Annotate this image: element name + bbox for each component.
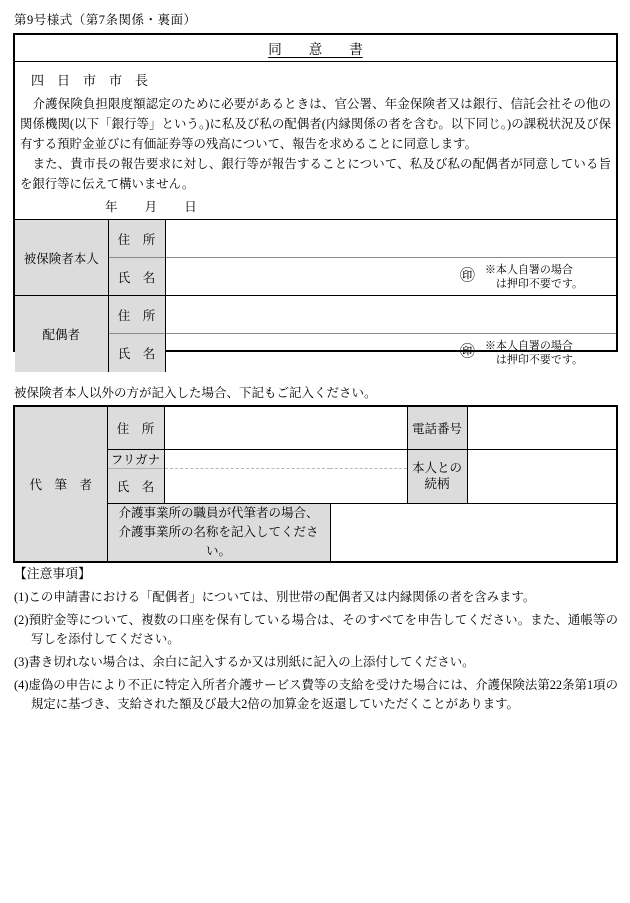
proxy-phone-field	[467, 406, 617, 449]
office-note-line2: 介護事業所の名称を記入してください。	[118, 524, 319, 558]
proxy-relation-label-line2: 続柄	[424, 477, 450, 491]
date-year-label: 年	[105, 200, 118, 214]
consent-text	[20, 94, 611, 194]
stamp-note-line1: ※本人自署の場合	[484, 339, 573, 352]
proxy-relation-label-line1: 本人との	[411, 461, 462, 475]
note-item-1: (1)この申請書における「配偶者」については、別世帯の配偶者又は内縁関係の者を含みます。	[14, 590, 536, 604]
consent-box	[13, 33, 618, 366]
proxy-phone-label: 電話番号	[407, 406, 467, 449]
signature-table	[15, 219, 616, 372]
insured-name-label: 氏 名	[108, 258, 165, 296]
table-row	[14, 406, 617, 449]
spouse-name-label: 氏 名	[108, 334, 165, 372]
stamp-note	[485, 339, 583, 367]
table-row	[15, 296, 616, 334]
proxy-address-field	[164, 406, 407, 449]
spouse-address-label: 住 所	[108, 296, 165, 334]
date-month-label: 月	[144, 200, 158, 214]
proxy-name-label: 氏 名	[107, 468, 164, 503]
office-note	[107, 503, 330, 562]
stamp-note	[485, 263, 583, 291]
proxy-furigana-label: フリガナ	[107, 449, 164, 468]
proxy-instruction: 被保険者本人以外の方が記入した場合、下記もご記入ください。	[14, 386, 377, 400]
spouse-group-label: 配偶者	[15, 296, 108, 372]
note-item-2: (2)預貯金等について、複数の口座を保有している場合は、そのすべてを申告してください。また、通帳等の写しを添付してください。	[14, 613, 618, 646]
insured-address-label: 住 所	[108, 220, 165, 258]
proxy-table-wrap	[13, 405, 618, 563]
page-title: 同 意 書	[268, 42, 363, 57]
proxy-address-label: 住 所	[107, 406, 164, 449]
table-row	[15, 220, 616, 258]
date-day-label: 日	[184, 200, 197, 214]
form-code: 第9号様式（第7条関係・裏面）	[14, 13, 197, 27]
notes-heading: 【注意事項】	[14, 567, 91, 581]
proxy-writer-table	[13, 405, 618, 563]
consent-paragraph-1: 介護保険負担限度額認定のために必要があるときは、官公署、年金保険者又は銀行、信託会社その他の関係機関(以下「銀行等」という。)に私及び私の配偶者(内縁関係の者を含む。以下同じ。)の課税状況及び保有する預貯金並びに有価証券等の残高について、報告を求めることに同意します。	[20, 97, 611, 151]
title-row	[15, 35, 616, 62]
insured-group-label: 被保険者本人	[15, 220, 108, 296]
proxy-furigana-field	[164, 449, 407, 468]
insured-address-field	[165, 220, 616, 258]
proxy-group-label: 代 筆 者	[14, 406, 107, 562]
note-item-4: (4)虚偽の申告により不正に特定入所者介護サービス費等の支給を受けた場合には、介護保険法第22条第1項の規定に基づき、支給された額及び最大2倍の加算金を返還していただくことがあります。	[14, 678, 618, 711]
office-name-field	[330, 503, 617, 562]
stamp-note-line2: は押印不要です。	[495, 353, 583, 366]
spouse-name-field	[165, 334, 616, 372]
addressee: 四 日 市 市 長	[31, 73, 149, 88]
proxy-relation-label	[407, 449, 467, 503]
seal-stamp-icon: ㊞	[459, 344, 475, 361]
seal-stamp-icon: ㊞	[459, 268, 475, 284]
stamp-note-line2: は押印不要です。	[495, 277, 583, 290]
stamp-note-line1: ※本人自署の場合	[484, 263, 573, 276]
office-note-line1: 介護事業所の職員が代筆者の場合、	[118, 505, 319, 520]
notes-section	[14, 563, 618, 718]
insured-name-field	[165, 258, 616, 296]
proxy-relation-field	[467, 449, 617, 503]
proxy-name-field	[164, 468, 407, 503]
spouse-address-field	[165, 296, 616, 334]
date-line	[105, 197, 616, 217]
consent-paragraph-2: また、貴市長の報告要求に対し、銀行等が報告することについて、私及び私の配偶者が同意している旨を銀行等に伝えて構いません。	[20, 157, 611, 191]
note-item-3: (3)書き切れない場合は、余白に記入するか又は別紙に記入の上添付してください。	[14, 655, 475, 669]
